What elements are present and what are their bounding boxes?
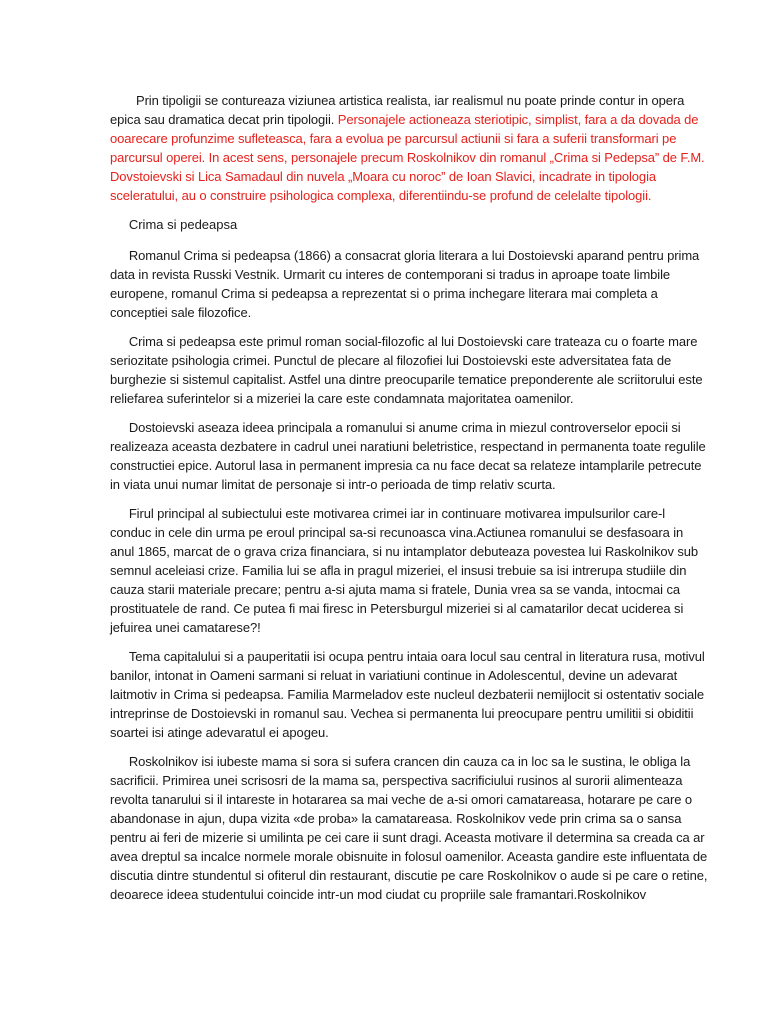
section-heading: Crima si pedeapsa <box>128 217 238 232</box>
body-paragraph-6: Roskolnikov isi iubeste mama si sora si sufera crancen din cauza ca in loc sa le sustina, le obliga la sacrificii. Primirea unei scrisosri de la mama sa, perspectiva sacrificiului rusinos al surorii alimenteaza revolta tanarului si il intareste in hotararea sa mai veche de a-si omori camatareasa, hotarare pe care o abandonase in ajun, dupa vizita «de proba» la camatareasa. Roskolnikov vede prin crima sa o sansa pentru ai feri de mizerie si umilinta pe cei care ii sunt dragi. Aceasta motivare il determina sa creada ca ar avea dreptul sa incalce normele morale obisnuite in folosul oamenilor. Aceasta gandire este influentata de discutia dintre stundentul si ofiterul din restaurant, discutie pe care Roskolnikov o aude si pe care o retine, deoarece ideea studentului coincide intr-un mod ciudat cu propriile sale framantari.Roskolnikov <box>110 754 708 902</box>
body-paragraph-1: Romanul Crima si pedeapsa (1866) a consacrat gloria literara a lui Dostoievski aparand pentru prima data in revista Russki Vestnik. Urmarit cu interes de contemporani si tradus in aproape toate limbile europene, romanul Crima si pedeapsa a reprezentat si o prima inchegare literara mai completa a conceptiei sale filozofice. <box>110 248 700 320</box>
intro-highlight-text: Personajele actioneaza steriotipic, simplist, fara a da dovada de ooarecare profunzime sufleteasca, fara a evolua pe parcursul actiunii si fara a suferii transformari pe parcursul operei. In acest sens, personajele precum Roskolnikov din romanul „Crima si Pedepsa” de F.M. Dovstoievski si Lica Samadaul din nuvela „Moara cu noroc” de Ioan Slavici, incadrate in tipologia sceleratului, au o construire psihologica complexa, diferentiindu-se profund de celelalte tipologii. <box>110 112 705 203</box>
body-paragraph-2: Crima si pedeapsa este primul roman social-filozofic al lui Dostoievski care trateaza cu o foarte mare seriozitate psihologia crimei. Punctul de plecare al filozofiei lui Dostoievski este adversitatea fata de burghezie si sistemul capitalist. Astfel una dintre preocuparile tematice preponderente ale scriitorului este reliefarea suferintelor si a mizeriei la care este condamnata majoritatea oamenilor. <box>110 334 703 406</box>
body-paragraph-4: Firul principal al subiectului este motivarea crimei iar in continuare motivarea impulsurilor care-l conduc in cele din urma pe eroul principal sa-si recunoasca vina.Actiunea romanului se desfasoara in anul 1865, marcat de o grava criza financiara, si nu intamplator debuteaza povestea lui Raskolnikov sub semnul aceleiasi crize. Familia lui se afla in pragul mizeriei, el insusi trebuie sa isi intrerupa studiile din cauza starii materiale precare; pentru a-si ajuta mama si fratele, Dunia vrea sa se vanda, intocmai ca prostituatele de rand. Ce putea fi mai firesc in Petersburgul mizeriei si al camatarilor decat uciderea si jefuirea unei camatarese?! <box>110 506 699 635</box>
body-paragraph-3: Dostoievski aseaza ideea principala a romanului si anume crima in miezul controverselor epocii si realizeaza aceasta dezbatere in cadrul unei naratiuni beletristice, respectand in permanenta toate regulile constructiei epice. Autorul lasa in permanent impresia ca nu face decat sa relateze intamplarile petrecute in viata unui numar limitat de personaje si intr-o perioada de timp relativ scurta. <box>110 420 706 492</box>
body-paragraph-5: Tema capitalului si a pauperitatii isi ocupa pentru intaia oara locul sau central in literatura rusa, motivul banilor, intonat in Oameni sarmani si reluat in variatiuni continue in Adolescentul, devine un adevarat laitmotiv in Crima si pedeapsa. Familia Marmeladov este nucleul dezbaterii nemijlocit si ostentativ sociale intreprinse de Dostoievski in romanul sau. Vechea si permanenta lui preocupare pentru umilitii si obiditii soartei isi atinge adevaratul ei apogeu. <box>110 649 705 740</box>
intro-text: Prin tipoligii se contureaza viziunea artistica realista, iar realismul nu poate prinde contur in opera epica sau dramatica decat prin tipologii. <box>110 93 685 127</box>
intro-paragraph <box>110 91 708 205</box>
